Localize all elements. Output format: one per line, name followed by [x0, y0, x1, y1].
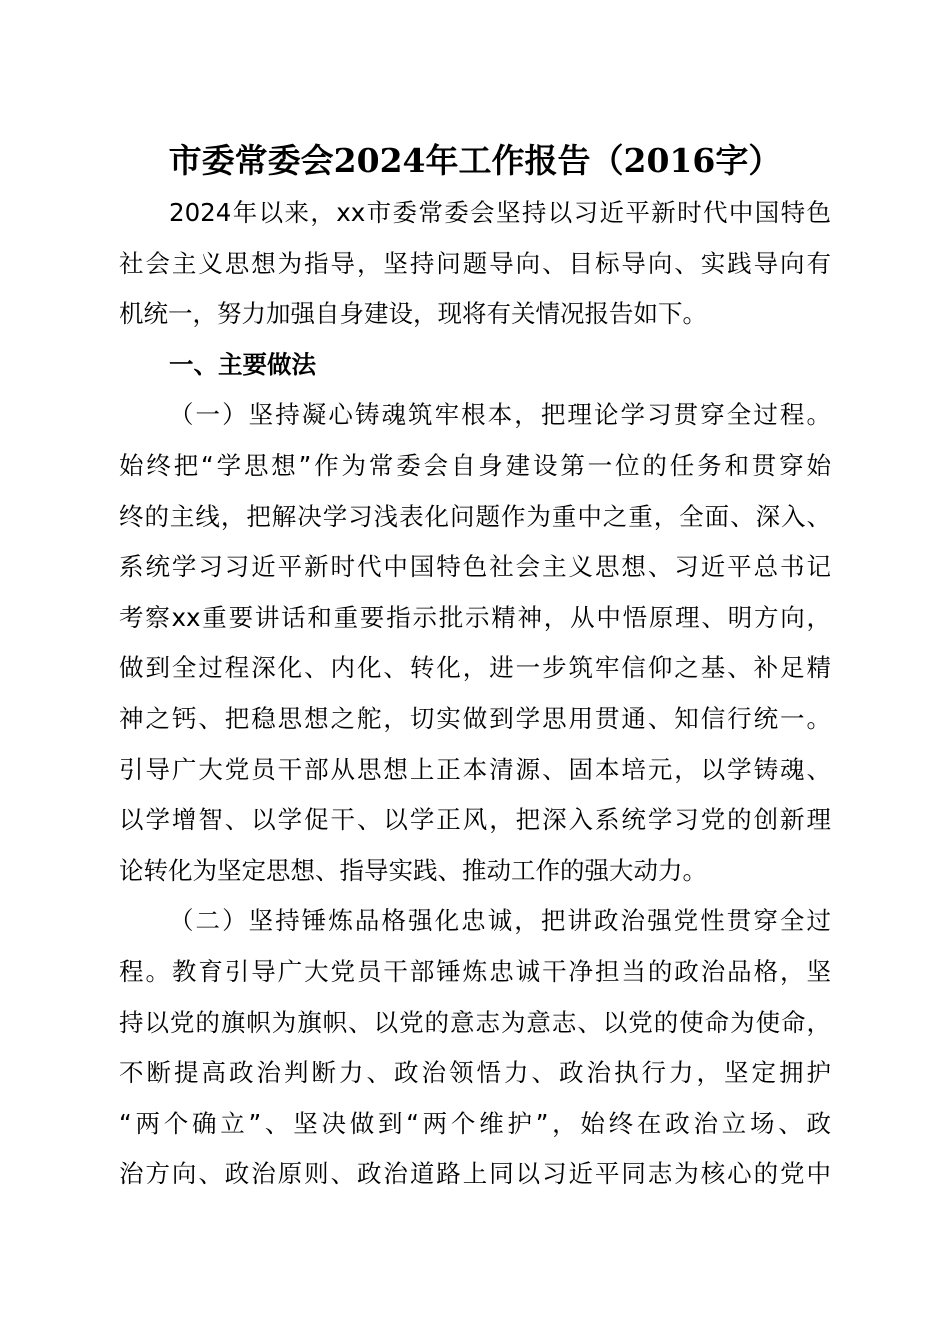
text-line: “两个确立”、坚决做到“两个维护”，始终在政治立场、政 [119, 1108, 831, 1138]
section-heading [119, 340, 831, 391]
text-line: 神之钙、把稳思想之舵，切实做到学思用贯通、知信行统一。 [119, 703, 831, 733]
section-heading-text: 一、主要做法 [169, 349, 316, 379]
text-line: 考察xx重要讲话和重要指示批示精神，从中悟原理、明方向， [119, 602, 831, 632]
text-line: 社会主义思想为指导，坚持问题导向、目标导向、实践导向有 [119, 248, 831, 278]
text-line: 2024年以来，xx市委常委会坚持以习近平新时代中国特色 [169, 198, 831, 227]
text-line: 持以党的旗帜为旗帜、以党的意志为意志、以党的使命为使命， [119, 1007, 831, 1037]
text-line: 始终把“学思想”作为常委会自身建设第一位的任务和贯穿始 [119, 450, 831, 480]
item-2-paragraph [119, 896, 831, 1200]
text-line: 论转化为坚定思想、指导实践、推动工作的强大动力。 [119, 855, 707, 885]
text-line: 系统学习习近平新时代中国特色社会主义思想、习近平总书记 [119, 552, 831, 582]
text-line: 机统一，努力加强自身建设，现将有关情况报告如下。 [119, 299, 707, 329]
text-line: 不断提高政治判断力、政治领悟力、政治执行力，坚定拥护 [119, 1058, 831, 1088]
text-line: 做到全过程深化、内化、转化，进一步筑牢信仰之基、补足精 [119, 653, 831, 683]
text-line: （二）坚持锤炼品格强化忠诚，把讲政治强党性贯穿全过 [169, 906, 831, 936]
text-line: （一）坚持凝心铸魂筑牢根本，把理论学习贯穿全过程。 [169, 400, 831, 430]
item-1-paragraph [119, 390, 831, 896]
text-line: 终的主线，把解决学习浅表化问题作为重中之重，全面、深入、 [119, 501, 831, 531]
text-line: 程。教育引导广大党员干部锤炼忠诚干净担当的政治品格，坚 [119, 956, 831, 986]
document-body [119, 188, 831, 1200]
text-line: 以学增智、以学促干、以学正风，把深入系统学习党的创新理 [119, 805, 831, 835]
document-title: 市委常委会2024年工作报告（2016字） [168, 141, 782, 180]
text-line: 引导广大党员干部从思想上正本清源、固本培元，以学铸魂、 [119, 754, 831, 784]
intro-paragraph [119, 188, 831, 340]
text-line: 治方向、政治原则、政治道路上同以习近平同志为核心的党中 [119, 1159, 831, 1189]
